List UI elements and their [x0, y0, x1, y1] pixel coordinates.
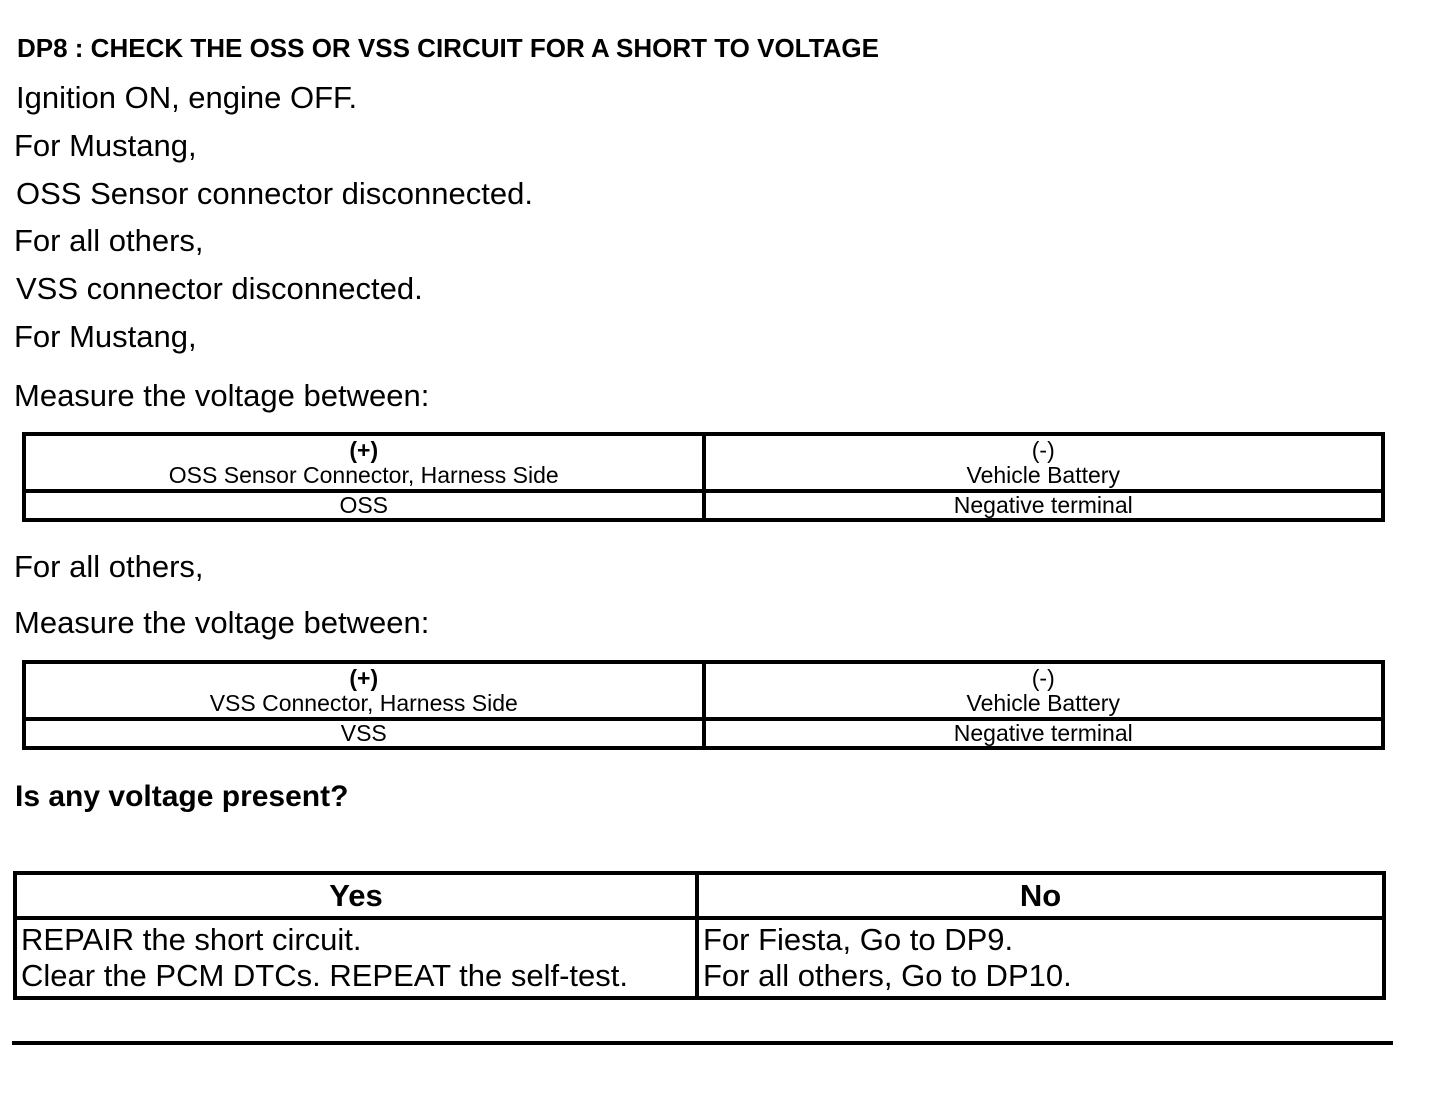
no-header: No — [697, 873, 1384, 918]
others-measurement-table — [22, 660, 1385, 750]
minus-value-cell: Negative terminal — [704, 491, 1384, 520]
instruction-for-mustang-measure: For Mustang, — [14, 319, 197, 354]
no-action-line: For Fiesta, Go to DP9. — [703, 922, 1014, 957]
instruction-for-mustang: For Mustang, — [14, 128, 197, 163]
plus-value-cell: OSS — [24, 491, 704, 520]
no-action-cell — [697, 918, 1384, 998]
instruction-measure-voltage-others: Measure the voltage between: — [14, 605, 430, 640]
minus-label: Vehicle Battery — [966, 461, 1120, 488]
instruction-measure-voltage: Measure the voltage between: — [14, 378, 430, 413]
question-text: Is any voltage present? — [15, 780, 349, 813]
horizontal-divider — [12, 1041, 1393, 1045]
answer-table — [13, 871, 1386, 1000]
yes-action-line: Clear the PCM DTCs. REPEAT the self-test. — [21, 958, 628, 993]
minus-symbol: (-) — [1031, 436, 1055, 463]
table-row — [24, 491, 1383, 520]
yes-header: Yes — [15, 873, 697, 918]
minus-label: Vehicle Battery — [966, 689, 1120, 716]
table-row — [15, 873, 1384, 918]
plus-label: OSS Sensor Connector, Harness Side — [168, 461, 559, 488]
plus-symbol: (+) — [349, 436, 379, 463]
minus-header-cell — [704, 434, 1384, 491]
table-row — [24, 434, 1383, 491]
yes-action-line: REPAIR the short circuit. — [21, 922, 362, 957]
table-row — [24, 662, 1383, 719]
minus-header-cell — [704, 662, 1384, 719]
instruction-for-all-others-measure: For all others, — [14, 549, 204, 584]
mustang-measurement-table — [22, 432, 1385, 522]
plus-value-cell: VSS — [24, 719, 704, 748]
table-row — [15, 918, 1384, 998]
instruction-ignition: Ignition ON, engine OFF. — [16, 80, 358, 115]
plus-symbol: (+) — [349, 664, 379, 691]
instruction-oss-disconnected: OSS Sensor connector disconnected. — [16, 176, 533, 211]
table-row — [24, 719, 1383, 748]
plus-header-cell — [24, 662, 704, 719]
plus-header-cell — [24, 434, 704, 491]
step-heading: DP8 : CHECK THE OSS OR VSS CIRCUIT FOR A SHORT TO VOLTAGE — [17, 33, 879, 63]
yes-action-cell — [15, 918, 697, 998]
instruction-vss-disconnected: VSS connector disconnected. — [16, 271, 423, 306]
instruction-for-all-others: For all others, — [14, 223, 204, 258]
minus-value-cell: Negative terminal — [704, 719, 1384, 748]
minus-symbol: (-) — [1031, 664, 1055, 691]
no-action-line: For all others, Go to DP10. — [703, 958, 1072, 993]
plus-label: VSS Connector, Harness Side — [209, 689, 518, 716]
